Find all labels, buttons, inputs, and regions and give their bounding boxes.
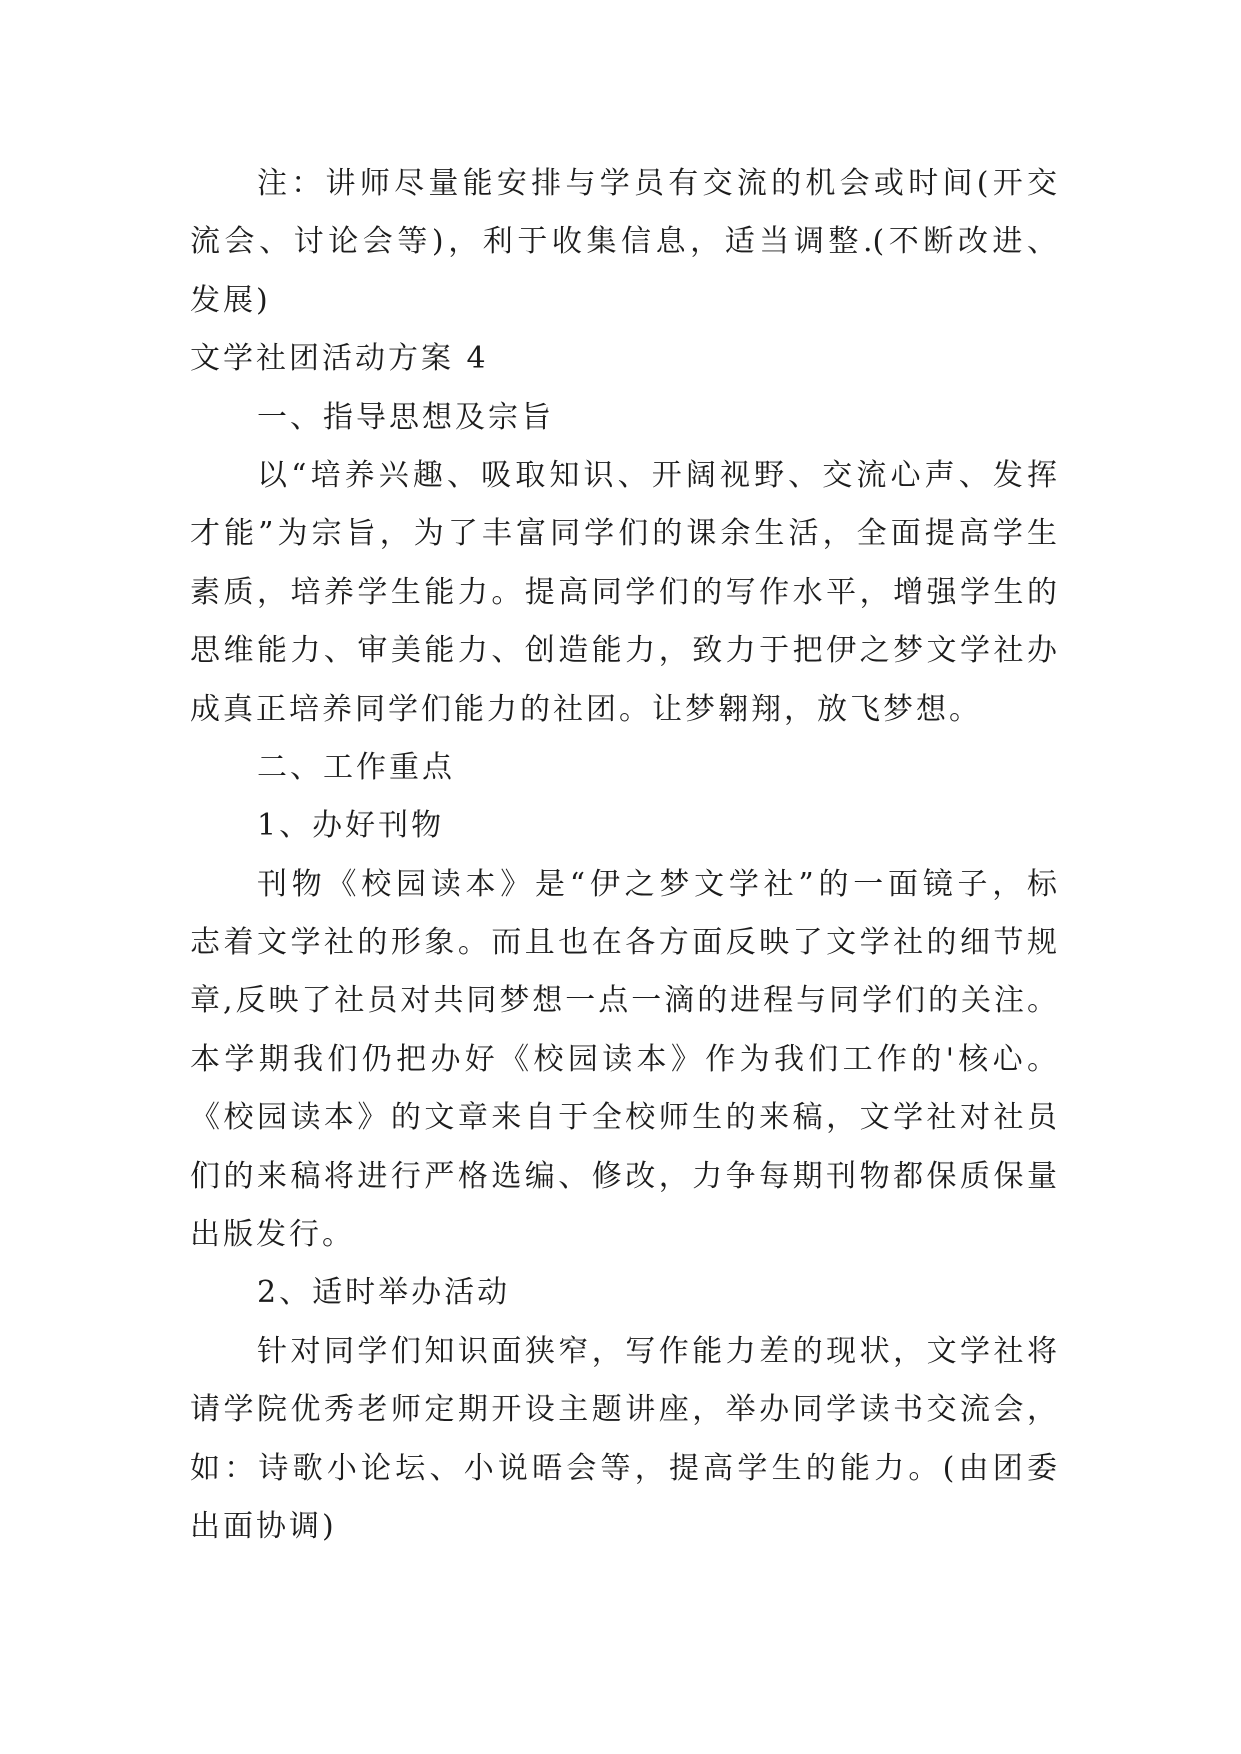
text-line: 素质，培养学生能力。提高同学们的写作水平，增强学生的 (190, 574, 1057, 610)
heading-line: 二、工作重点 (257, 749, 455, 785)
text-line: 流会、讨论会等)，利于收集信息，适当调整.(不断改进、 (190, 224, 1057, 260)
heading-line: 一、指导思想及宗旨 (257, 399, 554, 435)
text-line: 思维能力、审美能力、创造能力，致力于把伊之梦文学社办 (190, 633, 1057, 669)
heading-guiding-ideology (190, 389, 1057, 447)
text-line: 刊物《校园读本》是“伊之梦文学社”的一面镜子，标 (257, 866, 1057, 902)
text-line: 才能”为宗旨，为了丰富同学们的课余生活，全面提高学生 (190, 516, 1057, 552)
text-line: 《校园读本》的文章来自于全校师生的来稿，文学社对社员 (190, 1100, 1057, 1136)
text-line: 出面协调) (190, 1508, 337, 1544)
text-line: 发展) (190, 282, 271, 318)
document-body (190, 155, 1057, 1556)
subheading-publication (190, 797, 1057, 855)
subheading-line: 1、办好刊物 (257, 808, 445, 844)
subheading-activities (190, 1264, 1057, 1322)
publication-paragraph (190, 856, 1057, 1265)
heading-work-focus (190, 739, 1057, 797)
text-line: 成真正培养同学们能力的社团。让梦翱翔，放飞梦想。 (190, 691, 982, 727)
text-line: 章,反映了社员对共同梦想一点一滴的进程与同学们的关注。 (190, 983, 1057, 1019)
guiding-ideology-paragraph (190, 447, 1057, 739)
text-line: 志着文学社的形象。而且也在各方面反映了文学社的细节规 (190, 925, 1057, 961)
activities-paragraph (190, 1323, 1057, 1557)
text-line: 注：讲师尽量能安排与学员有交流的机会或时间(开交 (257, 166, 1057, 201)
text-line: 针对同学们知识面狭窄，写作能力差的现状，文学社将 (257, 1333, 1057, 1369)
note-paragraph (190, 155, 1057, 330)
title-line: 文学社团活动方案 4 (190, 341, 489, 377)
text-line: 以“培养兴趣、吸取知识、开阔视野、交流心声、发挥 (257, 457, 1057, 493)
text-line: 如：诗歌小论坛、小说晤会等，提高学生的能力。(由团委 (190, 1450, 1057, 1486)
section-title (190, 330, 1057, 388)
text-line: 本学期我们仍把办好《校园读本》作为我们工作的'核心。 (190, 1041, 1057, 1077)
text-line: 出版发行。 (190, 1217, 355, 1253)
subheading-line: 2、适时举办活动 (257, 1275, 511, 1311)
text-line: 们的来稿将进行严格选编、修改，力争每期刊物都保质保量 (190, 1158, 1057, 1194)
text-line: 请学院优秀老师定期开设主题讲座，举办同学读书交流会， (190, 1392, 1057, 1428)
